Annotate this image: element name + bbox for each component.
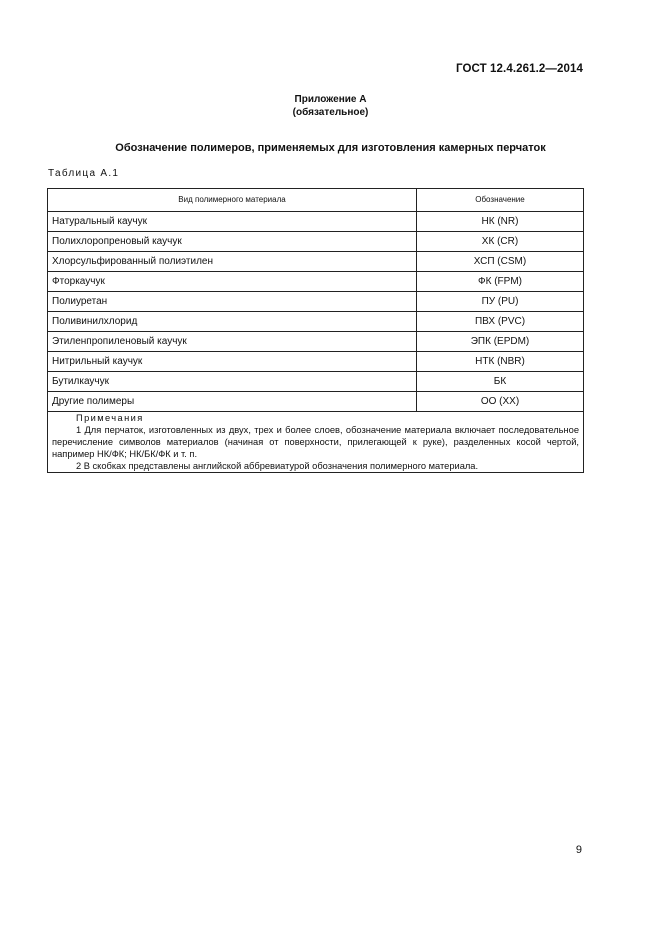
document-code: ГОСТ 12.4.261.2—2014 xyxy=(456,63,583,75)
code-cell: ХК (CR) xyxy=(417,232,584,252)
material-cell: Полиуретан xyxy=(48,292,417,312)
notes-cell xyxy=(48,412,584,473)
annex-title: Приложение А xyxy=(294,94,367,105)
material-cell: Натуральный каучук xyxy=(48,212,417,232)
material-cell: Другие полимеры xyxy=(48,392,417,412)
table-row xyxy=(48,332,584,352)
material-cell: Поливинилхлорид xyxy=(48,312,417,332)
material-cell: Этиленпропиленовый каучук xyxy=(48,332,417,352)
code-cell: ФК (FPM) xyxy=(417,272,584,292)
table-row xyxy=(48,392,584,412)
table-row xyxy=(48,252,584,272)
table-caption: Таблица А.1 xyxy=(48,168,120,179)
code-cell: НК (NR) xyxy=(417,212,584,232)
table-row xyxy=(48,272,584,292)
code-cell: ХСП (CSM) xyxy=(417,252,584,272)
table-row xyxy=(48,212,584,232)
code-cell: ОО (XX) xyxy=(417,392,584,412)
note-item: 2 В скобках представлены английской аббревиатурой обозначения полимерного материала. xyxy=(76,461,479,471)
page-number: 9 xyxy=(575,844,582,856)
table-header-row xyxy=(48,189,584,212)
code-cell: БК xyxy=(417,372,584,392)
material-cell: Бутилкаучук xyxy=(48,372,417,392)
material-cell: Фторкаучук xyxy=(48,272,417,292)
notes-row xyxy=(48,412,584,473)
polymer-table xyxy=(47,188,584,473)
annex-heading xyxy=(0,93,661,119)
material-cell: Полихлоропреновый каучук xyxy=(48,232,417,252)
column-header-code: Обозначение xyxy=(417,189,584,212)
code-cell: ПВХ (PVC) xyxy=(417,312,584,332)
document-title: Обозначение полимеров, применяемых для изготовления камерных перчаток xyxy=(115,142,546,154)
table-row xyxy=(48,352,584,372)
material-cell: Хлорсульфированный полиэтилен xyxy=(48,252,417,272)
column-header-material: Вид полимерного материала xyxy=(48,189,417,212)
note-item: 1 Для перчаток, изготовленных из двух, трех и более слоев, обозначение материала включает последовательное перечисление символов материалов (начиная от поверхности, прилегающей к руке), разделенных косой чертой, например НК/ФК; НК/БК/ФК и т. п. xyxy=(52,425,579,459)
table-row xyxy=(48,312,584,332)
code-cell: ЭПК (EPDM) xyxy=(417,332,584,352)
table-row xyxy=(48,292,584,312)
table-row xyxy=(48,232,584,252)
table-row xyxy=(48,372,584,392)
code-cell: НТК (NBR) xyxy=(417,352,584,372)
annex-status: (обязательное) xyxy=(292,107,369,118)
material-cell: Нитрильный каучук xyxy=(48,352,417,372)
code-cell: ПУ (PU) xyxy=(417,292,584,312)
notes-heading: Примечания xyxy=(76,413,144,423)
